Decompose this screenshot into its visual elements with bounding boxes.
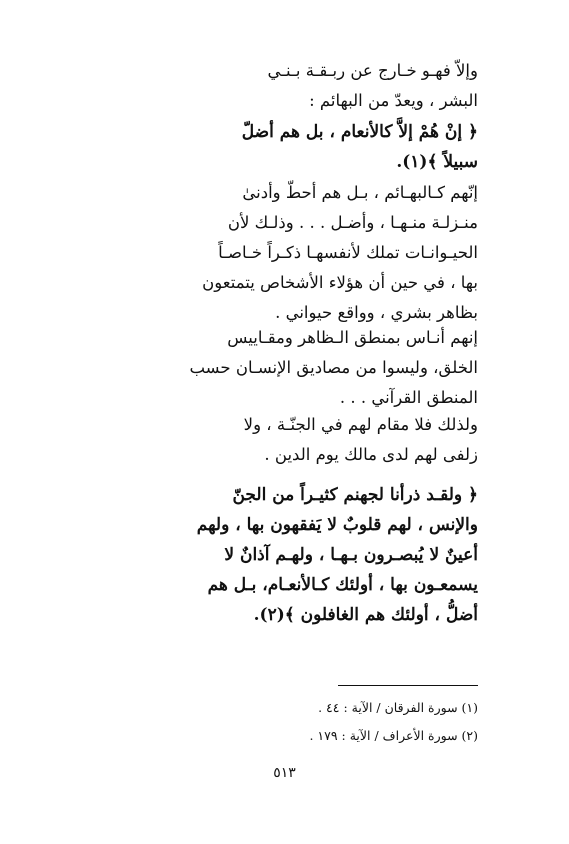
quran-verse-1 [82, 117, 478, 177]
verse-line: يسمعـون بها ، أولئك كـالأنعـام، بـل هم [207, 575, 478, 595]
text-line: الحيـوانـات تملك لأنفسهـا ذكـراً خـاصـاً [218, 243, 478, 262]
text-line: زلفى لهم لدى مالك يوم الدين . [264, 445, 478, 464]
footnote-1: (١) سورة الفرقان / الآية : ٤٤ . [318, 700, 478, 715]
text-line: الخلق، وليسوا من مصاديق الإنسـان حسب [189, 358, 478, 377]
verse-line: سبيلاً ﴾(١). [396, 152, 478, 172]
verse-line: والإنس ، لهم قلوبٌ لا يَفقهون بها ، ولهم [196, 515, 478, 535]
paragraph-logic [82, 323, 478, 413]
quran-verse-2 [82, 480, 478, 630]
footnote-divider [338, 685, 478, 686]
paragraph-intro [82, 56, 478, 116]
text-line: إنهم أنـاس بمنطق الـظاهر ومقـاييس [227, 328, 478, 347]
text-line: وإلاّ فهـو خـارج عن ربـقـة بـنـي [267, 61, 478, 80]
verse-line: أعينٌ لا يُبصـرون بـهـا ، ولهـم آذانٌ لا [224, 545, 478, 565]
verse-line: ﴿ ولقـد ذرأنا لجهنم كثيـراً من الجنّ [232, 485, 478, 505]
verse-line: أضلُّ ، أولئك هم الغافلون ﴾(٢). [253, 605, 478, 625]
text-line: ولذلك فلا مقام لهم في الجنّـة ، ولا [243, 415, 478, 434]
paragraph-explanation [82, 178, 478, 328]
text-line: بها ، في حين أن هؤلاء الأشخاص يتمتعون [202, 273, 478, 292]
text-line: بظاهر بشري ، وواقع حيواني . [275, 303, 478, 322]
text-line: إنّهم كـالبهـائم ، بـل هم أحطّ وأدنىٰ [242, 183, 478, 202]
text-line: البشر ، ويعدّ من البهائم : [309, 91, 478, 110]
text-line: منـزلـة منـهـا ، وأضـل . . . وذلـك لأن [227, 213, 478, 232]
verse-line: ﴿ إنْ هُمْ إلاَّ كالأنعام ، بل هم أضلّ [241, 122, 478, 142]
page-number: ٥١٣ [273, 765, 296, 781]
text-line: المنطق القرآني . . . [339, 388, 478, 407]
paragraph-paradise [82, 410, 478, 470]
footnote-2: (٢) سورة الأعراف / الآية : ١٧٩ . [309, 728, 478, 743]
